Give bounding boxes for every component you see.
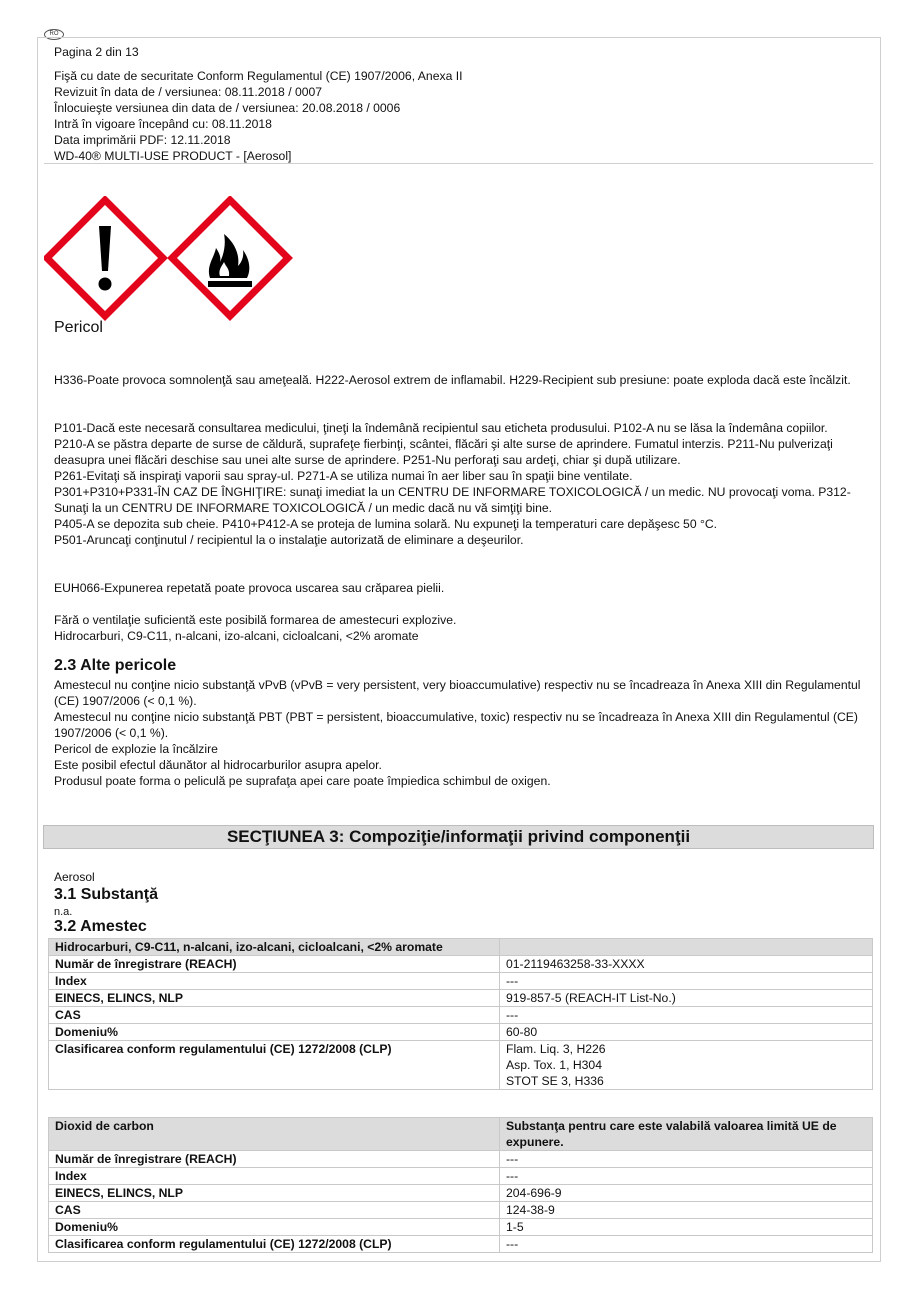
precautionary-statements <box>54 420 864 548</box>
table-row <box>49 1007 873 1024</box>
row-label: Domeniu% <box>49 1219 500 1236</box>
header-line: WD-40® MULTI-USE PRODUCT - [Aerosol] <box>54 149 292 163</box>
signal-word: Pericol <box>54 319 103 336</box>
ghs-pictograms <box>44 196 294 321</box>
classification-line: Asp. Tox. 1, H304 <box>506 1058 602 1072</box>
row-value: 124-38-9 <box>500 1202 873 1219</box>
row-value: 01-2119463258-33-XXXX <box>500 956 873 973</box>
other-hazards-heading: 2.3 Alte pericole <box>54 657 177 674</box>
component-name: Hidrocarburi, C9-C11, n-alcani, izo-alcani, cicloalcani, <2% aromate <box>49 939 500 956</box>
ventilation-note <box>54 612 864 644</box>
header-divider <box>44 163 873 164</box>
country-badge: RO <box>44 29 64 40</box>
row-value <box>500 1041 873 1090</box>
precautionary-line: P261-Evitaţi să inspiraţi vaporii sau spray-ul. P271-A se utiliza numai în aer liber sau în spaţii bine ventilate. <box>54 469 633 483</box>
precautionary-line: P405-A se depozita sub cheie. P410+P412-A se proteja de lumina solară. Nu expuneţi la temperaturi care depăşesc 50 °C. <box>54 517 718 531</box>
classification-line: Flam. Liq. 3, H226 <box>506 1042 606 1056</box>
row-value: --- <box>500 1151 873 1168</box>
other-hazards-line: Este posibil efectul dăunător al hidrocarburilor asupra apelor. <box>54 758 382 772</box>
table-row <box>49 990 873 1007</box>
row-label: EINECS, ELINCS, NLP <box>49 990 500 1007</box>
other-hazards-text <box>54 677 864 789</box>
precautionary-line: P101-Dacă este necesară consultarea medicului, ţineţi la îndemână recipientul sau eticheta produsului. P102-A nu se lăsa la îndemâna copiilor. <box>54 421 828 435</box>
precautionary-line: P210-A se păstra departe de surse de căldură, suprafeţe fierbinţi, scântei, flăcări şi alte surse de aprindere. Fumatul interzis. P211-Nu pulverizaţi deasupra unei flăcări deschise sau unei alte surse de aprindere. P251-Nu perforaţi sau ardeţi, chiar şi după utilizare. <box>54 437 833 467</box>
classification-line: STOT SE 3, H336 <box>506 1074 604 1088</box>
substance-heading: 3.1 Substanţă <box>54 886 159 903</box>
component-note <box>500 939 873 956</box>
table-row <box>49 1151 873 1168</box>
ventilation-line: Hidrocarburi, C9-C11, n-alcani, izo-alcani, cicloalcani, <2% aromate <box>54 629 419 643</box>
row-label: Domeniu% <box>49 1024 500 1041</box>
euh-statement: EUH066-Expunerea repetată poate provoca uscarea sau crăparea pielii. <box>54 581 445 595</box>
row-value: 1-5 <box>500 1219 873 1236</box>
hazard-statements: H336-Poate provoca somnolenţă sau ameţeală. H222-Aerosol extrem de inflamabil. H229-Recipient sub presiune: poate exploda dacă este încălzit. <box>54 373 851 387</box>
precautionary-line: P501-Aruncaţi conţinutul / recipientul la o instalaţie autorizată de eliminare a deşeurilor. <box>54 533 524 547</box>
component-header-row <box>49 1118 873 1151</box>
header-line: Data imprimării PDF: 12.11.2018 <box>54 133 231 147</box>
table-row <box>49 1219 873 1236</box>
exclamation-mark-icon <box>47 200 163 316</box>
table-row <box>49 1168 873 1185</box>
table-row <box>49 1041 873 1090</box>
table-row <box>49 1236 873 1253</box>
section-3-title: SECŢIUNEA 3: Compoziţie/informaţii privind componenţii <box>43 825 874 849</box>
table-row <box>49 1202 873 1219</box>
ventilation-line: Fără o ventilaţie suficientă este posibilă formarea de amestecuri explozive. <box>54 613 457 627</box>
flame-icon <box>172 200 288 316</box>
header-line: Înlocuieşte versiunea din data de / versiunea: 20.08.2018 / 0006 <box>54 101 401 115</box>
other-hazards-line: Amestecul nu conţine nicio substanţă PBT (PBT = persistent, bioaccumulative, toxic) respectiv nu se încadreaza în Anexa XIII din Regulamentul (CE) 1907/2006 (< 0,1 %). <box>54 710 858 740</box>
component-table <box>48 938 873 1090</box>
row-label: Număr de înregistrare (REACH) <box>49 1151 500 1168</box>
component-note: Substanţa pentru care este valabilă valoarea limită UE de expunere. <box>500 1118 873 1151</box>
row-value: 60-80 <box>500 1024 873 1041</box>
component-table <box>48 1117 873 1253</box>
component-header-row <box>49 939 873 956</box>
document-header <box>54 44 463 164</box>
row-label: CAS <box>49 1202 500 1219</box>
table-row <box>49 956 873 973</box>
row-value: --- <box>500 973 873 990</box>
table-row <box>49 1185 873 1202</box>
row-label: CAS <box>49 1007 500 1024</box>
row-label: Număr de înregistrare (REACH) <box>49 956 500 973</box>
row-value: 204-696-9 <box>500 1185 873 1202</box>
row-label: Clasificarea conform regulamentului (CE) 1272/2008 (CLP) <box>49 1236 500 1253</box>
row-value: --- <box>500 1168 873 1185</box>
product-form: Aerosol <box>54 870 95 884</box>
row-label: Index <box>49 973 500 990</box>
row-value: --- <box>500 1007 873 1024</box>
row-value: 919-857-5 (REACH-IT List-No.) <box>500 990 873 1007</box>
row-label: Index <box>49 1168 500 1185</box>
other-hazards-line: Amestecul nu conţine nicio substanţă vPvB (vPvB = very persistent, very bioaccumulative) respectiv nu se încadreaza în Anexa XIII din Regulamentul (CE) 1907/2006 (< 0,1 %). <box>54 678 861 708</box>
table-row <box>49 1024 873 1041</box>
page-number: Pagina 2 din 13 <box>54 45 139 59</box>
header-line: Intră în vigoare începând cu: 08.11.2018 <box>54 117 272 131</box>
precautionary-line: P301+P310+P331-ÎN CAZ DE ÎNGHIŢIRE: sunaţi imediat la un CENTRU DE INFORMARE TOXICOLOGICĂ / un medic. NU provocaţi voma. P312-Sunaţi la un CENTRU DE INFORMARE TOXICOLOGICĂ / un medic dacă nu vă simţiţi bine. <box>54 485 851 515</box>
row-value: --- <box>500 1236 873 1253</box>
header-line: Fişă cu date de securitate Conform Regulamentul (CE) 1907/2006, Anexa II <box>54 69 463 83</box>
other-hazards-line: Pericol de explozie la încălzire <box>54 742 218 756</box>
row-label: EINECS, ELINCS, NLP <box>49 1185 500 1202</box>
mixture-heading: 3.2 Amestec <box>54 918 147 935</box>
substance-value: n.a. <box>54 906 73 918</box>
header-line: Revizuit în data de / versiunea: 08.11.2018 / 0007 <box>54 85 323 99</box>
table-row <box>49 973 873 990</box>
component-name: Dioxid de carbon <box>49 1118 500 1151</box>
other-hazards-line: Produsul poate forma o peliculă pe suprafaţa apei care poate împiedica schimbul de oxigen. <box>54 774 551 788</box>
row-label: Clasificarea conform regulamentului (CE) 1272/2008 (CLP) <box>49 1041 500 1090</box>
